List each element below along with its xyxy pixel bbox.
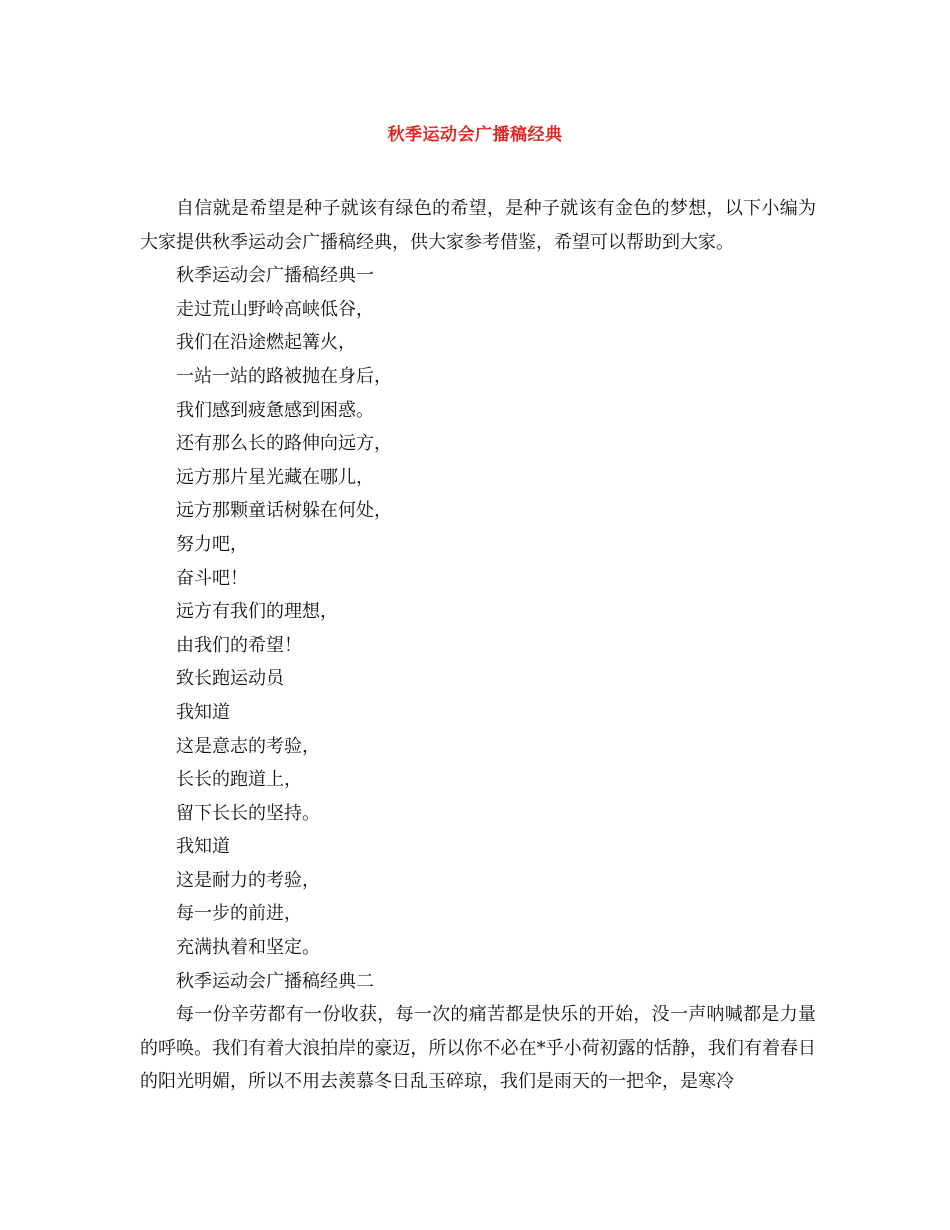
poem-line: 留下长长的坚持。 [176,802,320,824]
poem-line: 我知道 [176,701,230,723]
poem-line: 每一步的前进， [176,903,302,925]
poem-line: 努力吧， [176,533,248,555]
poem-line: 远方那颗童话树躲在何处， [176,500,392,522]
poem-line: 长长的跑道上， [176,769,302,791]
document-body [140,192,816,1099]
poem-line: 充满执着和坚定。 [176,937,320,959]
section-heading-1: 秋季运动会广播稿经典一 [176,265,374,287]
poem-line: 这是意志的考验， [176,735,320,757]
poem-line: 远方有我们的理想， [176,601,338,623]
document-title: 秋季运动会广播稿经典 [387,125,563,145]
section-heading-2: 秋季运动会广播稿经典二 [176,970,374,992]
poem-line: 还有那么长的路伸向远方， [176,433,392,455]
poem-line: 我们感到疲惫感到困惑。 [176,399,374,421]
poem-line: 我知道 [176,836,230,858]
poem-line: 走过荒山野岭高峡低谷， [176,298,374,320]
poem-line: 由我们的希望！ [176,634,302,656]
poem-line: 这是耐力的考验， [176,869,320,891]
poem-line: 我们在沿途燃起篝火， [176,332,356,354]
poem-line: 奋斗吧！ [176,567,248,589]
poem-line: 远方那片星光藏在哪儿， [176,466,374,488]
closing-paragraph: 每一份辛劳都有一份收获，每一次的痛苦都是快乐的开始，没一声呐喊都是力量的呼唤。我们有着大浪拍岸的豪迈，所以你不必在*乎小荷初露的恬静，我们有着春日的阳光明媚，所以不用去羡慕冬日乱玉碎琼，我们是雨天的一把伞，是寒冷 [140,1004,816,1093]
poem-heading: 致长跑运动员 [176,668,284,690]
intro-paragraph: 自信就是希望是种子就该有绿色的希望，是种子就该有金色的梦想，以下小编为大家提供秋季运动会广播稿经典，供大家参考借鉴，希望可以帮助到大家。 [140,198,816,253]
poem-line: 一站一站的路被抛在身后， [176,365,392,387]
